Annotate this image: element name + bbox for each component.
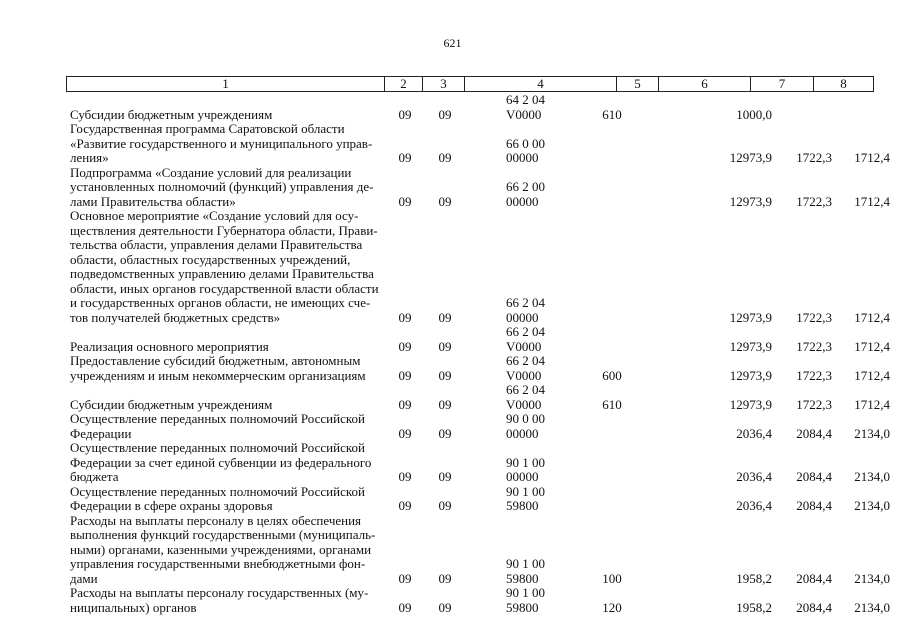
amount-year-3: 1712,4 [854, 193, 890, 209]
target-article-code: 64 2 04 V0000 [506, 92, 545, 122]
section-code: 09 [398, 396, 412, 412]
row-name-line: Осуществление переданных полномочий Российской [70, 411, 365, 426]
subsection-code: 09 [438, 599, 452, 615]
amount-year-2: 2084,4 [796, 599, 832, 615]
amount-year-1: 12973,9 [729, 338, 772, 354]
row-name-line: Подпрограмма «Создание условий для реализации [70, 164, 352, 180]
row-name [70, 485, 386, 514]
target-article-code: 90 0 00 00000 [506, 411, 545, 441]
page-number: 621 [443, 36, 462, 50]
row-name [70, 166, 386, 210]
row-name-line: Государственная программа Саратовской области [70, 121, 345, 136]
row-name [70, 441, 386, 485]
row-name-line: дами [70, 570, 98, 586]
amount-year-2: 1722,3 [796, 193, 832, 209]
target-article-code: 66 2 04 V0000 [506, 353, 545, 383]
amount-year-2: 1722,3 [796, 367, 832, 383]
subsection-code: 09 [438, 338, 452, 354]
column-header-table [66, 76, 874, 92]
amount-year-1: 1958,2 [736, 570, 772, 586]
target-article-code: 66 2 04 V0000 [506, 382, 545, 412]
section-code: 09 [398, 367, 412, 383]
row-name [70, 586, 386, 615]
target-article-code: 66 2 00 00000 [506, 179, 545, 209]
row-name-line: бюджета [70, 469, 119, 484]
column-header-4: 4 [465, 77, 617, 92]
table-row [70, 324, 890, 354]
table-row [70, 121, 890, 166]
amount-year-3: 2134,0 [854, 469, 890, 484]
section-code: 09 [398, 498, 412, 513]
amount-year-1: 12973,9 [729, 193, 772, 209]
subsection-code: 09 [438, 396, 452, 412]
row-name-line: области, иных органов государственной власти области [70, 280, 379, 296]
target-article-code: 90 1 00 59800 [506, 556, 545, 586]
amount-year-1: 1000,0 [736, 106, 772, 122]
target-article-code: 66 2 04 V0000 [506, 324, 545, 354]
amount-year-2: 1722,3 [796, 338, 832, 354]
table-row [70, 440, 890, 485]
row-name-line: выполнения функций государственными (муниципаль- [70, 527, 376, 542]
amount-year-3: 2134,0 [854, 599, 890, 615]
row-name-line: Предоставление субсидий бюджетным, автономным [70, 353, 361, 368]
row-name-line: учреждениям и иным некоммерческим организациям [70, 367, 366, 383]
row-name-line: Федерации в сфере охраны здоровья [70, 498, 273, 513]
section-code: 09 [398, 338, 412, 354]
amount-year-1: 2036,4 [736, 498, 772, 513]
row-name-line: подведомственных управлению делами Правительства [70, 266, 374, 281]
table-row [70, 411, 890, 441]
subsection-code: 09 [438, 193, 452, 209]
row-name-line: Осуществление переданных полномочий Российской [70, 483, 365, 499]
subsection-code: 09 [438, 106, 452, 122]
row-name-line: Основное мероприятие «Создание условий для осу- [70, 208, 359, 223]
row-name-line: Субсидии бюджетным учреждениям [70, 106, 273, 122]
column-header-8: 8 [814, 77, 874, 92]
section-code: 09 [398, 309, 412, 325]
row-name [70, 398, 386, 413]
amount-year-3: 1712,4 [854, 150, 890, 165]
target-article-code: 90 1 00 59800 [506, 483, 545, 513]
section-code: 09 [398, 150, 412, 165]
table-row [70, 164, 890, 210]
row-name [70, 354, 386, 383]
row-name-line: ществления деятельности Губернатора области, Прави- [70, 222, 378, 238]
row-name [70, 412, 386, 441]
section-code: 09 [398, 193, 412, 209]
row-name-line: Федерации за счет единой субвенции из федерального [70, 454, 372, 470]
expense-type-code: 120 [602, 599, 622, 615]
row-name-line: Расходы на выплаты персоналу в целях обеспечения [70, 512, 362, 528]
row-name-line: ными) органами, казенными учреждениями, органами [70, 541, 372, 557]
row-name-line: Федерации [70, 425, 132, 441]
expense-type-code: 610 [602, 396, 622, 412]
amount-year-1: 12973,9 [729, 150, 772, 165]
table-row [70, 382, 890, 412]
amount-year-2: 2084,4 [796, 425, 832, 441]
table-row [70, 353, 890, 383]
section-code: 09 [398, 570, 412, 586]
row-name [70, 108, 386, 123]
amount-year-1: 1958,2 [736, 599, 772, 615]
section-code: 09 [398, 469, 412, 484]
subsection-code: 09 [438, 425, 452, 441]
row-name [70, 514, 386, 587]
row-name-line: Осуществление переданных полномочий Российской [70, 440, 365, 455]
target-article-code: 90 1 00 00000 [506, 454, 545, 484]
row-name [70, 209, 386, 325]
table-row [70, 585, 890, 615]
section-code: 09 [398, 425, 412, 441]
amount-year-3: 1712,4 [854, 367, 890, 383]
column-header-1: 1 [67, 77, 385, 92]
table-row [70, 512, 890, 587]
row-name-line: установленных полномочий (функций) управления де- [70, 179, 374, 194]
amount-year-3: 1712,4 [854, 309, 890, 325]
target-article-code: 66 2 04 00000 [506, 295, 545, 325]
subsection-code: 09 [438, 469, 452, 484]
expense-type-code: 100 [602, 570, 622, 586]
row-name-line: Реализация основного мероприятия [70, 338, 269, 354]
row-name-line: «Развитие государственного и муниципального управ- [70, 135, 373, 151]
amount-year-2: 2084,4 [796, 570, 832, 586]
amount-year-2: 2084,4 [796, 469, 832, 484]
column-header-2: 2 [385, 77, 423, 92]
row-name-line: ниципальных) органов [70, 599, 197, 615]
row-name-line: ления» [70, 150, 109, 165]
section-code: 09 [398, 599, 412, 615]
amount-year-2: 1722,3 [796, 150, 832, 165]
column-header-6: 6 [659, 77, 751, 92]
column-header-5: 5 [617, 77, 659, 92]
amount-year-1: 12973,9 [729, 396, 772, 412]
amount-year-2: 1722,3 [796, 309, 832, 325]
amount-year-3: 2134,0 [854, 498, 890, 513]
row-name-line: управления государственными внебюджетными фон- [70, 556, 366, 571]
amount-year-3: 1712,4 [854, 338, 890, 354]
row-name-line: тов получателей бюджетных средств» [70, 309, 281, 325]
expense-type-code: 610 [602, 106, 622, 122]
amount-year-1: 12973,9 [729, 367, 772, 383]
target-article-code: 66 0 00 00000 [506, 135, 545, 165]
table-row [70, 483, 890, 514]
subsection-code: 09 [438, 498, 452, 513]
row-name-line: Расходы на выплаты персоналу государственных (му- [70, 585, 369, 600]
row-name [70, 340, 386, 355]
column-header-3: 3 [423, 77, 465, 92]
subsection-code: 09 [438, 150, 452, 165]
row-name-line: лами Правительства области» [70, 193, 236, 209]
row-name-line: тельства области, управления делами Правительства [70, 237, 363, 252]
amount-year-2: 2084,4 [796, 498, 832, 513]
amount-year-2: 1722,3 [796, 396, 832, 412]
amount-year-1: 12973,9 [729, 309, 772, 325]
amount-year-3: 1712,4 [854, 396, 890, 412]
row-name-line: Субсидии бюджетным учреждениям [70, 396, 273, 412]
amount-year-1: 2036,4 [736, 469, 772, 484]
subsection-code: 09 [438, 570, 452, 586]
expense-type-code: 600 [602, 367, 622, 383]
subsection-code: 09 [438, 367, 452, 383]
row-name-line: и государственных органов области, не имеющих сче- [70, 295, 371, 310]
subsection-code: 09 [438, 309, 452, 325]
table-row [70, 208, 890, 325]
amount-year-3: 2134,0 [854, 570, 890, 586]
row-name-line: области, областных государственных учреждений, [70, 251, 351, 267]
table-row [70, 93, 880, 122]
amount-year-1: 2036,4 [736, 425, 772, 441]
target-article-code: 90 1 00 59800 [506, 585, 545, 615]
row-name [70, 122, 386, 166]
amount-year-3: 2134,0 [854, 425, 890, 441]
column-header-7: 7 [751, 77, 814, 92]
budget-table-body [70, 92, 890, 615]
section-code: 09 [398, 106, 412, 122]
